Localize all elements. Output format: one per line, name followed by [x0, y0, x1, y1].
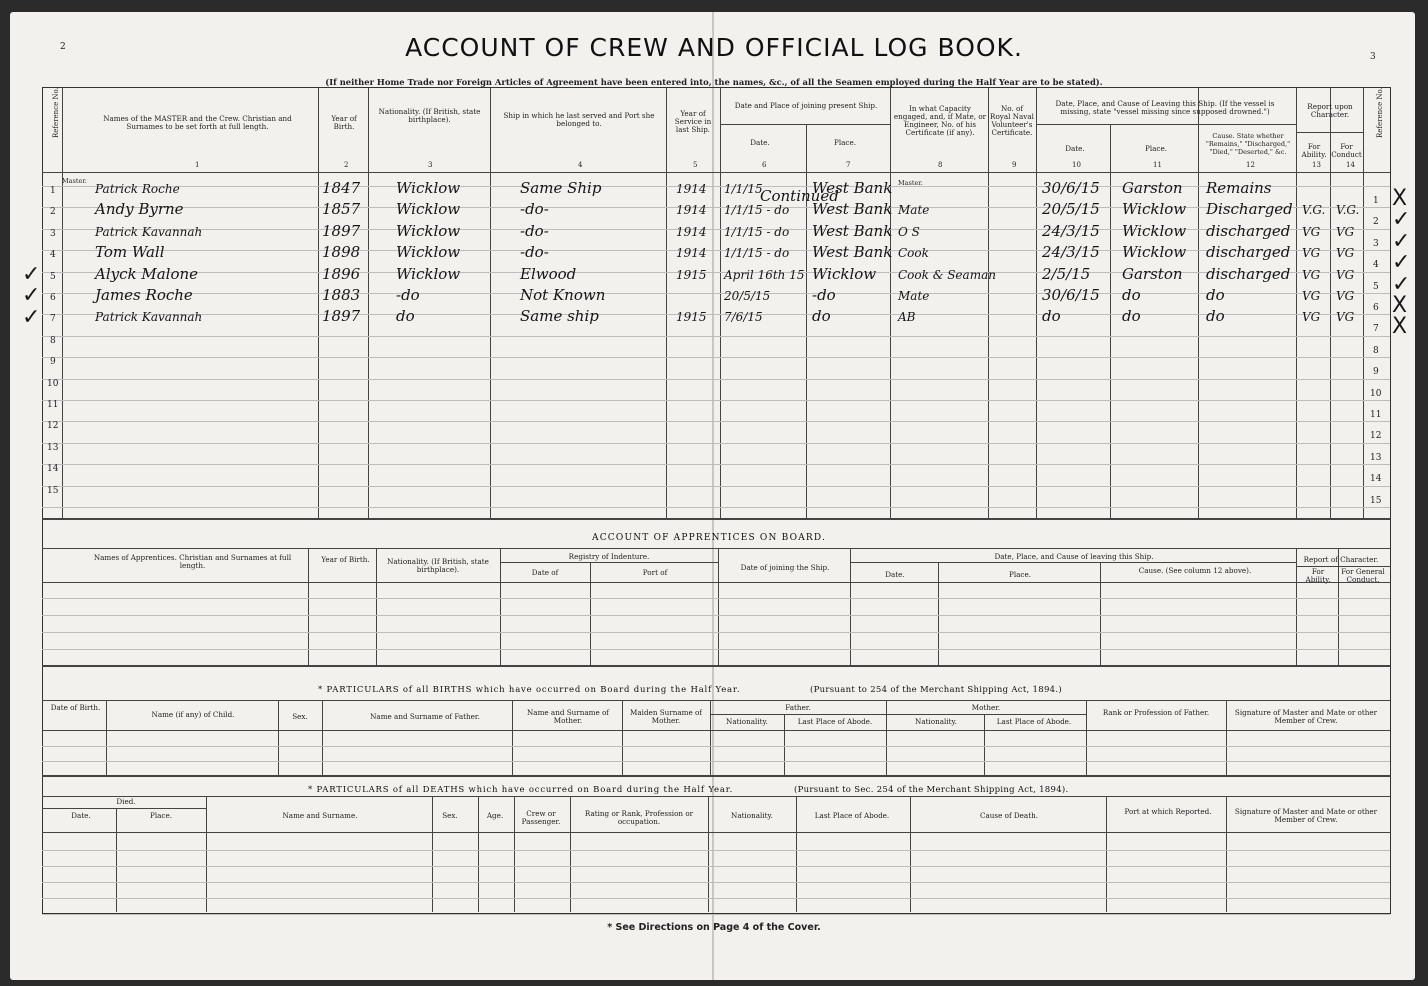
- column-divider: [106, 700, 107, 775]
- names-header: Names of the MASTER and the Crew. Christian and Surnames to be set forth at full length.: [103, 114, 292, 131]
- check-mark-right: ✓: [1392, 250, 1411, 276]
- crew-cell-ldate: do: [1042, 307, 1061, 326]
- ruled-line: [42, 186, 1390, 187]
- crew-cell-ys: 1914: [676, 203, 707, 218]
- app-year-header: Year of Birth.: [321, 555, 370, 564]
- crew-cell-place: -do: [812, 286, 836, 304]
- row-divider: [850, 562, 1296, 563]
- death-name-header: Name and Surname.: [282, 811, 358, 820]
- crew-cell-ys: 1914: [676, 224, 707, 239]
- master-label: Master.: [62, 177, 87, 185]
- column-number: 14: [1346, 161, 1355, 169]
- crew-cell-lplace: do: [1122, 286, 1141, 304]
- cause-header: Cause. State whether "Remains," "Discharged," "Died," "Deserted," &c.: [1205, 132, 1291, 156]
- check-mark-right: X: [1392, 293, 1408, 318]
- death-date-header: Date.: [71, 811, 91, 820]
- crew-cell-date: 1/1/15 - do: [724, 203, 790, 218]
- crew-cell-cap: O S: [898, 224, 920, 239]
- ruled-line: [42, 914, 1390, 915]
- crew-cell-co: VG: [1336, 246, 1355, 261]
- child-name-header: Name (if any) of Child.: [151, 710, 235, 719]
- ref-number-left: 3: [50, 228, 56, 239]
- crew-cell-cap: Cook & Seaman: [898, 267, 996, 282]
- app-nationality-header: Nationality. (If British, state birthplace).: [387, 557, 489, 574]
- rnvr-header: No. of Royal Naval Volunteer's Certificate.: [990, 104, 1034, 137]
- crew-cell-ship: -do-: [520, 221, 549, 240]
- ruled-line: [42, 486, 1390, 487]
- crew-cell-ys: 1914: [676, 246, 707, 261]
- date-of-header: Date of: [531, 568, 559, 577]
- year-header: Year of Birth.: [331, 114, 357, 131]
- row-divider: [42, 172, 1390, 173]
- crew-cell-nat: -do: [396, 286, 420, 304]
- row-divider: [500, 562, 718, 563]
- crew-cell-co: VG: [1336, 267, 1355, 282]
- crew-cell-cap: Mate: [898, 289, 930, 303]
- crew-cell-nat: Wicklow: [396, 221, 461, 240]
- column-number: 7: [846, 161, 851, 169]
- ruled-line: [42, 898, 1390, 899]
- crew-cell-nat: Wicklow: [396, 179, 461, 197]
- crew-cell-nat: Wicklow: [396, 264, 461, 283]
- cause-of-death-header: Cause of Death.: [979, 811, 1039, 820]
- column-number: 6: [762, 161, 767, 169]
- check-mark-right: ✓: [1392, 228, 1411, 254]
- column-divider: [1036, 88, 1037, 518]
- ruled-line: [42, 632, 1390, 633]
- ref-number-right: 1: [1373, 196, 1379, 206]
- ref-number-right: 8: [1373, 345, 1379, 356]
- crew-cell-date: 1/1/15: [724, 182, 763, 196]
- ref-number-left: 10: [47, 378, 59, 389]
- crew-cell-ab: VG: [1302, 289, 1321, 303]
- column-divider: [666, 88, 667, 518]
- column-number: 10: [1072, 161, 1081, 169]
- rating-header: Rating or Rank, Profession or occupation.: [584, 809, 694, 826]
- crew-cell-co: V.G.: [1336, 203, 1360, 218]
- death-abode-header: Last Place of Abode.: [814, 811, 890, 820]
- page-subtitle: (If neither Home Trade nor Foreign Articles of Agreement have been entered into, the names, &c., of all the Seamen employed during the Half Year are to be stated).: [325, 77, 1103, 87]
- column-divider: [720, 88, 721, 518]
- crew-cell-place: do: [812, 307, 831, 326]
- crew-cell-date: 1/1/15 - do: [724, 246, 790, 261]
- ruled-line: [42, 336, 1390, 337]
- ref-number-left: 12: [47, 421, 59, 432]
- ruled-line: [42, 649, 1390, 650]
- ref-number-right: 15: [1370, 495, 1382, 506]
- registry-header: Registry of Indenture.: [568, 552, 650, 561]
- column-divider: [988, 88, 989, 518]
- died-header: Died.: [116, 797, 136, 806]
- last-ship-header: Ship in which he last served and Port she belonged to.: [503, 111, 655, 128]
- death-sex-header: Sex.: [442, 811, 458, 820]
- crew-cell-ldate: 20/5/15: [1042, 200, 1100, 219]
- ref-number-right: 11: [1370, 410, 1382, 420]
- crew-cell-lplace: do: [1122, 307, 1141, 326]
- app-date-header: Date.: [885, 570, 905, 579]
- ref-number-left: 2: [50, 207, 56, 218]
- death-age-header: Age.: [486, 811, 504, 820]
- crew-cell-cause: Remains: [1206, 179, 1272, 197]
- crew-cell-ldate: 30/6/15: [1042, 286, 1100, 304]
- column-divider: [206, 796, 207, 912]
- row-divider: [42, 548, 1390, 549]
- crew-cell-ldate: 24/3/15: [1042, 243, 1100, 262]
- row-divider: [720, 124, 890, 125]
- ref-number-left: 5: [50, 271, 56, 282]
- row-divider: [42, 700, 1390, 701]
- death-nationality-header: Nationality.: [731, 811, 773, 820]
- mother-nationality-header: Nationality.: [915, 717, 957, 726]
- ref-number-left: 11: [47, 400, 59, 410]
- ruled-line: [42, 272, 1390, 273]
- crew-cell-cause: discharged: [1206, 264, 1291, 283]
- crew-cell-name: Alyck Malone: [95, 264, 199, 283]
- crew-cell-nat: Wicklow: [396, 243, 461, 262]
- crew-cell-year: 1883: [322, 286, 361, 304]
- column-number: 2: [344, 161, 349, 169]
- ruled-line: [42, 314, 1390, 315]
- crew-cell-nat: do: [396, 307, 415, 326]
- ref-number-right: 13: [1370, 452, 1382, 463]
- column-divider: [910, 796, 911, 912]
- check-mark-left: ✓: [22, 304, 41, 330]
- ruled-line: [42, 293, 1390, 294]
- ref-number-left: 9: [50, 357, 56, 368]
- crew-cell-cause: Discharged: [1206, 200, 1293, 219]
- ruled-line: [42, 850, 1390, 851]
- crew-cell-year: 1857: [322, 200, 361, 219]
- crew-cell-place: West Bank: [812, 221, 893, 240]
- column-divider: [1106, 796, 1107, 912]
- ruled-line: [42, 615, 1390, 616]
- joining-header: Date and Place of joining present Ship.: [734, 101, 878, 110]
- column-number: 5: [693, 161, 698, 169]
- crew-cell-ship: Not Known: [520, 286, 606, 304]
- ruled-line: [42, 400, 1390, 401]
- column-divider: [512, 700, 513, 775]
- crew-cell-ab: VG: [1302, 224, 1321, 239]
- column-divider: [116, 808, 117, 912]
- footnote: * See Directions on Page 4 of the Cover.: [607, 922, 821, 933]
- capacity-header: In what Capacity engaged, and, if Mate, or Engineer, No. of his Certificate (if any).: [893, 104, 987, 137]
- column-divider: [478, 796, 479, 912]
- crew-cell-ship: Elwood: [520, 264, 577, 283]
- death-signature-header: Signature of Master and Mate or other Member of Crew.: [1234, 807, 1378, 824]
- column-divider: [708, 796, 709, 912]
- crew-cell-cap: Mate: [898, 203, 930, 218]
- apprentices-title: ACCOUNT OF APPRENTICES ON BOARD.: [592, 533, 827, 543]
- column-number: 9: [1012, 161, 1017, 169]
- crew-cell-ldate: 24/3/15: [1042, 221, 1100, 240]
- crew-cell-date: April 16th 15: [724, 267, 805, 282]
- ref-number-left: 1: [50, 186, 56, 196]
- leave-place-header: Place.: [1145, 144, 1167, 153]
- ref-number-right: 12: [1370, 431, 1382, 442]
- crew-cell-name: Patrick Kavannah: [95, 224, 203, 239]
- crew-cell-ab: V.G.: [1302, 203, 1326, 218]
- crew-cell-place: West Bank: [812, 179, 893, 197]
- leaving-header: Date, Place, and Cause of Leaving this Ship. (If the vessel is missing, state "vessel missing since supposed drowned."): [1055, 99, 1275, 116]
- column-number: 11: [1153, 161, 1162, 169]
- mother-header: Mother.: [971, 703, 1001, 712]
- ref-number-left: 7: [50, 314, 56, 325]
- column-divider: [1086, 700, 1087, 775]
- ref-number-right: 4: [1373, 260, 1379, 271]
- crew-cell-place: West Bank: [812, 200, 893, 219]
- check-mark-right: X: [1392, 314, 1408, 340]
- crew-cell-ab: VG: [1302, 267, 1321, 282]
- column-divider: [368, 88, 369, 518]
- crew-cell-ys: 1915: [676, 310, 707, 325]
- ref-number-right: 10: [1370, 388, 1382, 399]
- deaths-pursuant: (Pursuant to Sec. 254 of the Merchant Shipping Act, 1894).: [794, 785, 1069, 795]
- ruled-line: [42, 507, 1390, 508]
- birth-signature-header: Signature of Master and Mate or other Member of Crew.: [1234, 708, 1378, 725]
- crew-cell-ship: -do-: [520, 200, 549, 219]
- row-divider: [42, 775, 1390, 777]
- father-nationality-header: Nationality.: [726, 717, 768, 726]
- crew-cell-year: 1896: [322, 264, 361, 283]
- port-of-header: Port of: [642, 568, 668, 577]
- mother-name-header: Name and Surname of Mother.: [527, 708, 609, 725]
- crew-cell-name: Patrick Roche: [95, 182, 180, 196]
- column-divider: [318, 88, 319, 518]
- ref-number-left: 8: [50, 335, 56, 346]
- ref-number-left: 13: [47, 442, 59, 453]
- crew-cell-co: VG: [1336, 224, 1355, 239]
- column-divider: [886, 700, 887, 775]
- column-divider: [718, 548, 719, 665]
- column-number: 8: [938, 161, 943, 169]
- ruled-line: [42, 421, 1390, 422]
- crew-cell-ship: -do-: [520, 243, 549, 262]
- report-header: Report upon Character.: [1307, 102, 1353, 119]
- column-divider: [1110, 124, 1111, 518]
- column-divider: [322, 700, 323, 775]
- crew-cell-cause: discharged: [1206, 221, 1291, 240]
- crew-cell-date: 7/6/15: [724, 310, 763, 325]
- ruled-line: [42, 229, 1390, 230]
- father-header: Father.: [785, 703, 811, 712]
- column-divider: [1226, 700, 1227, 775]
- crew-cell-year: 1897: [322, 307, 361, 326]
- check-mark-right: X: [1392, 186, 1408, 211]
- app-cause-header: Cause. (See column 12 above).: [1138, 566, 1252, 575]
- column-divider: [500, 548, 501, 665]
- crew-cell-cause: discharged: [1206, 243, 1291, 262]
- join-date-header: Date.: [750, 138, 770, 147]
- row-divider: [1296, 132, 1363, 133]
- column-divider: [1363, 88, 1364, 518]
- ruled-line: [42, 379, 1390, 380]
- row-divider: [710, 714, 1086, 715]
- app-place-header: Place.: [1009, 570, 1031, 579]
- row-divider: [42, 582, 1390, 583]
- crew-cell-ab: VG: [1302, 246, 1321, 261]
- row-divider: [42, 730, 1390, 731]
- birth-date-header: Date of Birth.: [50, 703, 101, 712]
- death-place-header: Place.: [150, 811, 172, 820]
- column-divider: [806, 124, 807, 518]
- column-divider: [62, 88, 63, 518]
- ref-number-left: 6: [50, 293, 56, 303]
- column-number: 13: [1312, 161, 1321, 169]
- deaths-title: * PARTICULARS of all DEATHS which have occurred on Board during the Half Year.: [308, 785, 734, 795]
- column-divider: [278, 700, 279, 775]
- column-number: 3: [428, 161, 433, 169]
- crew-cell-lplace: Garston: [1122, 264, 1183, 283]
- births-title: * PARTICULARS of all BIRTHS which have occurred on Board during the Half Year.: [318, 685, 741, 695]
- column-divider: [432, 796, 433, 912]
- ref-number-left: 15: [47, 485, 59, 496]
- ruled-line: [42, 746, 1390, 747]
- ref-number-right: 14: [1370, 474, 1382, 485]
- ref-number-left: 4: [50, 250, 56, 261]
- column-divider: [890, 88, 891, 518]
- column-divider: [850, 548, 851, 665]
- crew-cell-co: VG: [1336, 310, 1355, 325]
- crew-cell-ab: VG: [1302, 310, 1321, 325]
- app-joining-header: Date of joining the Ship.: [740, 563, 830, 572]
- crew-cell-year: 1898: [322, 243, 361, 262]
- father-name-header: Name and Surname of Father.: [370, 712, 480, 721]
- ref-number-right: 3: [1373, 238, 1379, 249]
- ruled-line: [42, 882, 1390, 883]
- crew-cell-co: VG: [1336, 289, 1355, 303]
- ref-number-right: 5: [1373, 281, 1379, 292]
- crew-cell-cause: do: [1206, 307, 1225, 326]
- master-continued: Continued: [760, 187, 839, 205]
- crew-cell-ship: Same Ship: [520, 179, 602, 197]
- ref-number-right: 9: [1373, 367, 1379, 378]
- crew-cell-date: 20/5/15: [724, 289, 771, 303]
- ruled-line: [42, 761, 1390, 762]
- ref-number-left: 14: [47, 464, 59, 475]
- ruled-line: [42, 866, 1390, 867]
- crew-cell-ldate: 30/6/15: [1042, 179, 1100, 197]
- crew-passenger-header: Crew or Passenger.: [521, 809, 561, 826]
- app-leaving-header: Date, Place, and Cause of leaving this Ship.: [994, 552, 1154, 561]
- crew-cell-lplace: Garston: [1122, 179, 1183, 197]
- father-abode-header: Last Place of Abode.: [797, 717, 873, 726]
- column-divider: [376, 548, 377, 665]
- master-capacity-label: Master.: [898, 179, 923, 187]
- crew-cell-cap: Cook: [898, 246, 929, 261]
- crew-cell-place: Wicklow: [812, 264, 877, 283]
- crew-cell-cap: AB: [898, 310, 916, 325]
- crew-cell-date: 1/1/15 - do: [724, 224, 790, 239]
- rank-header: Rank or Profession of Father.: [1102, 708, 1210, 717]
- check-mark-left: ✓: [22, 283, 41, 309]
- crew-cell-ys: 1915: [676, 267, 707, 282]
- column-divider: [570, 796, 571, 912]
- crew-cell-ship: Same ship: [520, 307, 599, 326]
- ref-no-header-right: Reference No.: [1376, 87, 1384, 138]
- crew-cell-lplace: Wicklow: [1122, 243, 1187, 262]
- app-report-header: Report of Character.: [1303, 555, 1379, 564]
- column-number: 1: [195, 161, 200, 169]
- join-place-header: Place.: [834, 138, 856, 147]
- row-divider: [42, 665, 1390, 667]
- ruled-line: [42, 464, 1390, 465]
- column-number: 12: [1246, 161, 1255, 169]
- app-conduct-header: For General Conduct.: [1341, 567, 1385, 584]
- port-reported-header: Port at which Reported.: [1124, 807, 1212, 816]
- crew-cell-name: James Roche: [95, 286, 193, 304]
- row-divider: [42, 796, 1390, 797]
- column-divider: [784, 714, 785, 775]
- column-divider: [308, 548, 309, 665]
- conduct-header: For Conduct: [1331, 142, 1362, 159]
- ruled-line: [42, 357, 1390, 358]
- crew-cell-cause: do: [1206, 286, 1225, 304]
- crew-cell-name: Tom Wall: [95, 243, 165, 262]
- ruled-line: [42, 598, 1390, 599]
- crew-cell-place: West Bank: [812, 243, 893, 262]
- crew-cell-year: 1847: [322, 179, 361, 197]
- page-title: ACCOUNT OF CREW AND OFFICIAL LOG BOOK.: [405, 33, 1023, 62]
- births-pursuant: (Pursuant to 254 of the Merchant Shipping Act, 1894.): [810, 685, 1063, 695]
- crew-cell-name: Andy Byrne: [95, 200, 184, 219]
- column-divider: [1226, 796, 1227, 912]
- ref-no-header: Reference No.: [52, 87, 60, 138]
- crew-cell-name: Patrick Kavannah: [95, 310, 203, 325]
- crew-cell-lplace: Wicklow: [1122, 221, 1187, 240]
- ruled-line: [42, 250, 1390, 251]
- ref-number-right: 6: [1373, 303, 1379, 313]
- column-divider: [710, 700, 711, 775]
- ref-number-right: 7: [1373, 324, 1379, 335]
- year-service-header: Year of Service in last Ship.: [674, 109, 712, 134]
- crew-cell-ys: 1914: [676, 182, 707, 196]
- ruled-line: [42, 443, 1390, 444]
- row-divider: [42, 808, 206, 809]
- ruled-line: [42, 207, 1390, 208]
- page-number-right: 3: [1370, 52, 1376, 62]
- crew-cell-year: 1897: [322, 221, 361, 240]
- row-divider: [1036, 124, 1296, 125]
- page-number-left: 2: [60, 42, 66, 52]
- ref-number-right: 2: [1373, 217, 1379, 228]
- check-mark-right: ✓: [1392, 271, 1411, 297]
- row-divider: [42, 832, 1390, 833]
- maiden-header: Maiden Surname of Mother.: [630, 708, 702, 725]
- app-ability-header: For Ability.: [1305, 567, 1331, 584]
- crew-cell-lplace: Wicklow: [1122, 200, 1187, 219]
- mother-abode-header: Last Place of Abode.: [996, 717, 1072, 726]
- check-mark-right: ✓: [1392, 207, 1411, 233]
- ability-header: For Ability.: [1301, 142, 1327, 159]
- app-names-header: Names of Apprentices. Christian and Surnames at full length.: [93, 553, 292, 570]
- nationality-header: Nationality. (If British, state birthplace).: [378, 107, 481, 124]
- check-mark-left: ✓: [22, 262, 41, 287]
- row-divider: [42, 518, 1390, 520]
- column-number: 4: [578, 161, 583, 169]
- column-divider: [490, 88, 491, 518]
- crew-cell-ldate: 2/5/15: [1042, 264, 1091, 283]
- crew-cell-nat: Wicklow: [396, 200, 461, 219]
- leave-date-header: Date.: [1065, 144, 1085, 153]
- birth-sex-header: Sex.: [292, 712, 308, 721]
